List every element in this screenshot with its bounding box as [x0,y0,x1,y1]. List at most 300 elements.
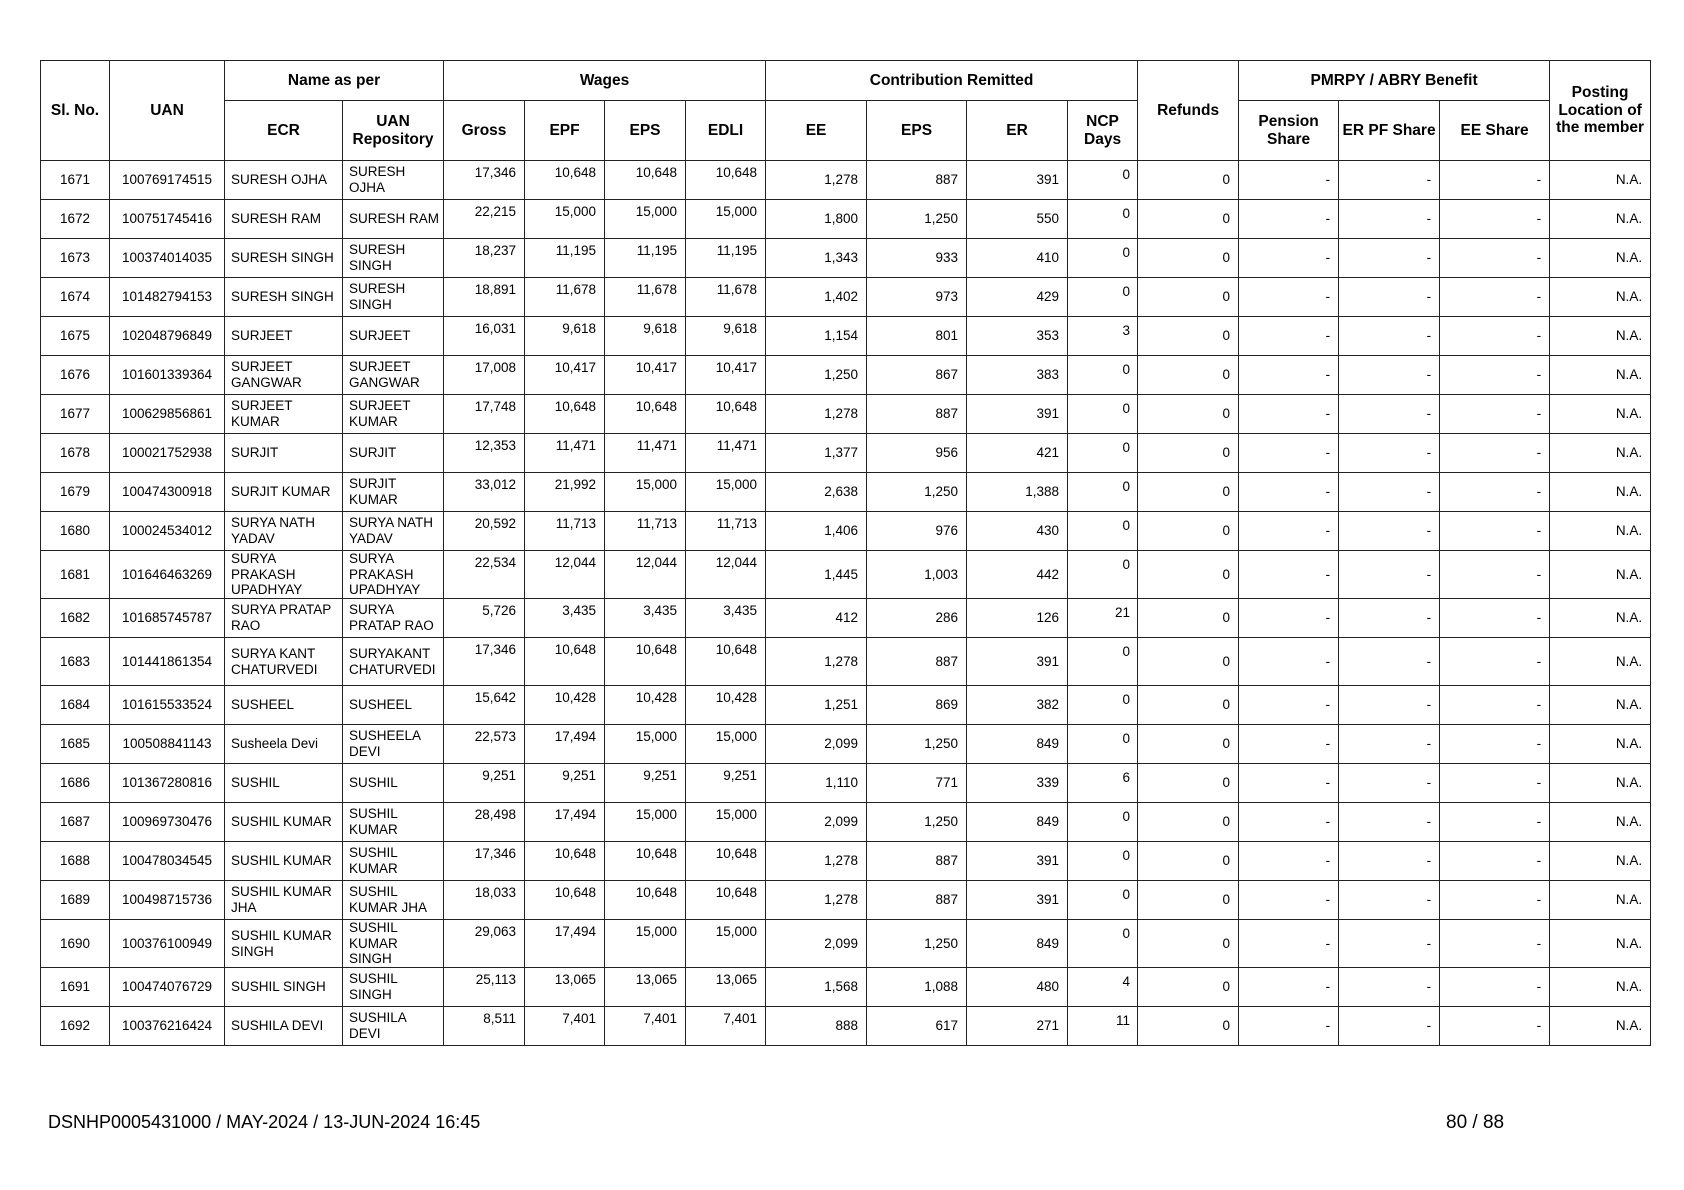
table-row [41,434,1651,473]
cell-eps-contribution: 1,088 [867,968,967,1007]
table-row [41,473,1651,512]
cell-pension-share: - [1239,842,1339,881]
cell-name-ecr: SURYA PRAKASH UPADHYAY [225,551,343,599]
cell-ee: 2,099 [766,803,867,842]
cell-gross: 28,498 [444,803,525,842]
table-row [41,803,1651,842]
cell-uan: 100629856861 [110,395,225,434]
cell-er-pf-share: - [1339,434,1440,473]
cell-ee: 2,638 [766,473,867,512]
cell-edli: 11,713 [686,512,766,551]
cell-name-ecr: SURYA KANT CHATURVEDI [225,638,343,686]
cell-sl-no: 1684 [41,686,110,725]
cell-posting-location: N.A. [1550,725,1651,764]
table-row [41,239,1651,278]
cell-er-pf-share: - [1339,686,1440,725]
cell-eps: 15,000 [605,803,686,842]
cell-ee-share: - [1440,842,1550,881]
cell-sl-no: 1673 [41,239,110,278]
cell-posting-location: N.A. [1550,764,1651,803]
cell-pension-share: - [1239,968,1339,1007]
cell-er-pf-share: - [1339,968,1440,1007]
cell-ncp-days: 0 [1068,638,1138,686]
cell-er-pf-share: - [1339,881,1440,920]
cell-eps: 10,417 [605,356,686,395]
cell-name-ecr: SUSHIL KUMAR [225,803,343,842]
cell-epf: 10,648 [525,638,605,686]
cell-epf: 17,494 [525,803,605,842]
cell-name-ecr: SUSHIL KUMAR JHA [225,881,343,920]
col-header-posting-location: Posting Location of the member [1550,61,1651,161]
cell-refunds: 0 [1138,317,1239,356]
cell-ee-share: - [1440,278,1550,317]
col-header-ncp-days: NCP Days [1068,101,1138,161]
table-row [41,686,1651,725]
col-header-eps-contribution: EPS [867,101,967,161]
table-row [41,1007,1651,1046]
cell-ncp-days: 0 [1068,239,1138,278]
cell-posting-location: N.A. [1550,434,1651,473]
cell-edli: 10,648 [686,881,766,920]
cell-refunds: 0 [1138,239,1239,278]
cell-ncp-days: 0 [1068,920,1138,968]
cell-er-pf-share: - [1339,1007,1440,1046]
cell-gross: 33,012 [444,473,525,512]
cell-edli: 10,648 [686,395,766,434]
cell-pension-share: - [1239,803,1339,842]
cell-gross: 15,642 [444,686,525,725]
cell-er-pf-share: - [1339,161,1440,200]
table-row [41,968,1651,1007]
cell-posting-location: N.A. [1550,512,1651,551]
cell-ee-share: - [1440,473,1550,512]
cell-name-ecr: SURESH SINGH [225,239,343,278]
cell-pension-share: - [1239,764,1339,803]
cell-pension-share: - [1239,317,1339,356]
cell-er: 339 [967,764,1068,803]
cell-eps-contribution: 973 [867,278,967,317]
cell-pension-share: - [1239,638,1339,686]
cell-er: 849 [967,725,1068,764]
cell-ncp-days: 0 [1068,356,1138,395]
cell-gross: 12,353 [444,434,525,473]
cell-name-ecr: SUSHILA DEVI [225,1007,343,1046]
cell-eps-contribution: 617 [867,1007,967,1046]
cell-ncp-days: 0 [1068,161,1138,200]
cell-pension-share: - [1239,512,1339,551]
cell-er-pf-share: - [1339,200,1440,239]
cell-er-pf-share: - [1339,239,1440,278]
cell-name-uan-repository: SURJEET GANGWAR [343,356,444,395]
cell-ncp-days: 4 [1068,968,1138,1007]
col-header-eps: EPS [605,101,686,161]
cell-eps: 15,000 [605,920,686,968]
col-header-edli: EDLI [686,101,766,161]
table-row [41,881,1651,920]
cell-edli: 11,471 [686,434,766,473]
cell-name-ecr: SURYA NATH YADAV [225,512,343,551]
cell-ee-share: - [1440,434,1550,473]
col-header-ee-share: EE Share [1440,101,1550,161]
cell-epf: 12,044 [525,551,605,599]
cell-name-ecr: SUSHIL SINGH [225,968,343,1007]
ecr-contribution-table [40,60,1651,1046]
cell-eps: 15,000 [605,473,686,512]
cell-gross: 16,031 [444,317,525,356]
cell-er-pf-share: - [1339,512,1440,551]
cell-sl-no: 1676 [41,356,110,395]
cell-uan: 101615533524 [110,686,225,725]
cell-ncp-days: 0 [1068,434,1138,473]
cell-name-uan-repository: SUSHIL KUMAR [343,842,444,881]
cell-ncp-days: 0 [1068,551,1138,599]
cell-eps: 10,648 [605,842,686,881]
cell-ee-share: - [1440,686,1550,725]
cell-epf: 10,648 [525,842,605,881]
cell-name-uan-repository: SURESH SINGH [343,278,444,317]
cell-refunds: 0 [1138,764,1239,803]
cell-eps-contribution: 286 [867,599,967,638]
cell-edli: 10,648 [686,842,766,881]
cell-epf: 10,648 [525,395,605,434]
cell-pension-share: - [1239,161,1339,200]
cell-er: 480 [967,968,1068,1007]
cell-pension-share: - [1239,356,1339,395]
cell-refunds: 0 [1138,725,1239,764]
cell-ee-share: - [1440,725,1550,764]
cell-epf: 11,678 [525,278,605,317]
cell-pension-share: - [1239,551,1339,599]
cell-refunds: 0 [1138,920,1239,968]
cell-eps-contribution: 887 [867,842,967,881]
cell-name-ecr: SURJEET GANGWAR [225,356,343,395]
cell-eps: 15,000 [605,725,686,764]
cell-pension-share: - [1239,239,1339,278]
cell-sl-no: 1675 [41,317,110,356]
cell-ee-share: - [1440,968,1550,1007]
cell-edli: 7,401 [686,1007,766,1046]
cell-epf: 9,618 [525,317,605,356]
cell-edli: 9,251 [686,764,766,803]
cell-gross: 20,592 [444,512,525,551]
cell-sl-no: 1688 [41,842,110,881]
group-header-wages: Wages [444,61,766,101]
cell-gross: 17,008 [444,356,525,395]
cell-er: 391 [967,881,1068,920]
cell-ee: 1,278 [766,161,867,200]
cell-name-ecr: SUSHEEL [225,686,343,725]
cell-ee: 1,406 [766,512,867,551]
cell-pension-share: - [1239,881,1339,920]
cell-ee-share: - [1440,200,1550,239]
table-row [41,638,1651,686]
cell-ncp-days: 0 [1068,686,1138,725]
cell-uan: 100478034545 [110,842,225,881]
cell-er-pf-share: - [1339,551,1440,599]
cell-refunds: 0 [1138,1007,1239,1046]
cell-edli: 15,000 [686,200,766,239]
cell-uan: 102048796849 [110,317,225,356]
cell-refunds: 0 [1138,842,1239,881]
cell-gross: 22,215 [444,200,525,239]
cell-refunds: 0 [1138,968,1239,1007]
cell-ee-share: - [1440,356,1550,395]
cell-uan: 100024534012 [110,512,225,551]
cell-uan: 100769174515 [110,161,225,200]
cell-refunds: 0 [1138,599,1239,638]
cell-edli: 15,000 [686,725,766,764]
cell-gross: 29,063 [444,920,525,968]
cell-ee: 1,800 [766,200,867,239]
cell-eps-contribution: 956 [867,434,967,473]
cell-sl-no: 1682 [41,599,110,638]
cell-gross: 17,346 [444,842,525,881]
cell-ee: 2,099 [766,920,867,968]
cell-refunds: 0 [1138,551,1239,599]
cell-name-uan-repository: SURJIT KUMAR [343,473,444,512]
cell-uan: 100969730476 [110,803,225,842]
cell-eps: 10,428 [605,686,686,725]
table-row [41,200,1651,239]
cell-gross: 18,033 [444,881,525,920]
cell-uan: 101441861354 [110,638,225,686]
col-header-epf: EPF [525,101,605,161]
cell-refunds: 0 [1138,434,1239,473]
cell-refunds: 0 [1138,473,1239,512]
cell-name-uan-repository: SUSHIL KUMAR SINGH [343,920,444,968]
group-header-name-as-per: Name as per [225,61,444,101]
cell-sl-no: 1674 [41,278,110,317]
cell-ee-share: - [1440,920,1550,968]
cell-refunds: 0 [1138,200,1239,239]
cell-eps-contribution: 887 [867,395,967,434]
cell-gross: 17,748 [444,395,525,434]
cell-uan: 100021752938 [110,434,225,473]
cell-er-pf-share: - [1339,599,1440,638]
cell-er: 391 [967,395,1068,434]
cell-ncp-days: 0 [1068,842,1138,881]
cell-edli: 9,618 [686,317,766,356]
cell-sl-no: 1671 [41,161,110,200]
cell-epf: 10,648 [525,881,605,920]
cell-eps-contribution: 1,003 [867,551,967,599]
cell-eps-contribution: 976 [867,512,967,551]
cell-edli: 10,417 [686,356,766,395]
cell-eps-contribution: 1,250 [867,473,967,512]
cell-name-uan-repository: SURYA PRAKASH UPADHYAY [343,551,444,599]
cell-refunds: 0 [1138,686,1239,725]
cell-posting-location: N.A. [1550,599,1651,638]
cell-eps: 11,471 [605,434,686,473]
cell-eps-contribution: 1,250 [867,803,967,842]
cell-ncp-days: 11 [1068,1007,1138,1046]
cell-ee-share: - [1440,638,1550,686]
cell-eps: 13,065 [605,968,686,1007]
table-row [41,725,1651,764]
cell-eps-contribution: 801 [867,317,967,356]
cell-epf: 13,065 [525,968,605,1007]
cell-sl-no: 1679 [41,473,110,512]
cell-er: 421 [967,434,1068,473]
cell-ncp-days: 0 [1068,278,1138,317]
cell-refunds: 0 [1138,395,1239,434]
table-row [41,920,1651,968]
cell-edli: 11,678 [686,278,766,317]
cell-refunds: 0 [1138,356,1239,395]
cell-pension-share: - [1239,395,1339,434]
cell-ee: 1,250 [766,356,867,395]
cell-posting-location: N.A. [1550,1007,1651,1046]
cell-name-ecr: SUSHIL KUMAR SINGH [225,920,343,968]
cell-er: 1,388 [967,473,1068,512]
cell-ee: 412 [766,599,867,638]
cell-sl-no: 1677 [41,395,110,434]
cell-sl-no: 1686 [41,764,110,803]
cell-ncp-days: 0 [1068,473,1138,512]
cell-name-uan-repository: SUSHEELA DEVI [343,725,444,764]
cell-ee: 1,278 [766,881,867,920]
cell-refunds: 0 [1138,803,1239,842]
cell-posting-location: N.A. [1550,317,1651,356]
cell-epf: 17,494 [525,920,605,968]
cell-sl-no: 1672 [41,200,110,239]
cell-uan: 100376216424 [110,1007,225,1046]
cell-name-uan-repository: SURJEET [343,317,444,356]
cell-pension-share: - [1239,1007,1339,1046]
table-row [41,842,1651,881]
cell-uan: 100374014035 [110,239,225,278]
cell-epf: 15,000 [525,200,605,239]
cell-ncp-days: 0 [1068,395,1138,434]
table-row [41,551,1651,599]
cell-uan: 101482794153 [110,278,225,317]
cell-ee-share: - [1440,803,1550,842]
cell-er: 382 [967,686,1068,725]
cell-posting-location: N.A. [1550,278,1651,317]
cell-ncp-days: 0 [1068,725,1138,764]
cell-gross: 9,251 [444,764,525,803]
cell-sl-no: 1683 [41,638,110,686]
page-number: 80 / 88 [1446,1112,1505,1133]
cell-uan: 100474300918 [110,473,225,512]
cell-ee: 1,154 [766,317,867,356]
cell-sl-no: 1680 [41,512,110,551]
table-row [41,764,1651,803]
cell-eps: 7,401 [605,1007,686,1046]
cell-epf: 17,494 [525,725,605,764]
cell-name-uan-repository: SUSHILA DEVI [343,1007,444,1046]
cell-eps-contribution: 1,250 [867,725,967,764]
cell-gross: 8,511 [444,1007,525,1046]
cell-pension-share: - [1239,599,1339,638]
cell-gross: 22,573 [444,725,525,764]
cell-uan: 101367280816 [110,764,225,803]
cell-er-pf-share: - [1339,725,1440,764]
cell-ee: 1,278 [766,842,867,881]
cell-posting-location: N.A. [1550,395,1651,434]
cell-gross: 18,891 [444,278,525,317]
cell-name-ecr: SURESH OJHA [225,161,343,200]
cell-edli: 15,000 [686,473,766,512]
cell-er: 391 [967,161,1068,200]
cell-edli: 3,435 [686,599,766,638]
cell-er: 383 [967,356,1068,395]
cell-ee: 888 [766,1007,867,1046]
cell-pension-share: - [1239,200,1339,239]
cell-er-pf-share: - [1339,278,1440,317]
cell-ee-share: - [1440,881,1550,920]
col-header-ecr: ECR [225,101,343,161]
cell-er-pf-share: - [1339,803,1440,842]
cell-refunds: 0 [1138,638,1239,686]
col-header-uan: UAN [110,61,225,161]
cell-name-ecr: SUSHIL [225,764,343,803]
cell-refunds: 0 [1138,161,1239,200]
cell-posting-location: N.A. [1550,356,1651,395]
cell-eps-contribution: 887 [867,638,967,686]
cell-eps: 11,678 [605,278,686,317]
cell-ee: 1,278 [766,638,867,686]
cell-uan: 101646463269 [110,551,225,599]
table-header [41,61,1651,161]
cell-pension-share: - [1239,473,1339,512]
cell-er-pf-share: - [1339,395,1440,434]
col-header-ee: EE [766,101,867,161]
col-header-refunds: Refunds [1138,61,1239,161]
cell-name-ecr: SURJIT KUMAR [225,473,343,512]
cell-er: 429 [967,278,1068,317]
cell-uan: 100751745416 [110,200,225,239]
cell-ee: 1,568 [766,968,867,1007]
cell-sl-no: 1690 [41,920,110,968]
cell-posting-location: N.A. [1550,239,1651,278]
cell-gross: 5,726 [444,599,525,638]
cell-name-uan-repository: SUSHEEL [343,686,444,725]
cell-name-uan-repository: SURYAKANT CHATURVEDI [343,638,444,686]
cell-sl-no: 1678 [41,434,110,473]
col-header-sl-no: Sl. No. [41,61,110,161]
cell-epf: 21,992 [525,473,605,512]
cell-ncp-days: 21 [1068,599,1138,638]
cell-name-ecr: Susheela Devi [225,725,343,764]
cell-ee: 1,251 [766,686,867,725]
cell-ee-share: - [1440,551,1550,599]
cell-eps-contribution: 887 [867,881,967,920]
cell-name-uan-repository: SUSHIL KUMAR JHA [343,881,444,920]
cell-refunds: 0 [1138,881,1239,920]
cell-edli: 11,195 [686,239,766,278]
cell-er: 126 [967,599,1068,638]
cell-refunds: 0 [1138,278,1239,317]
cell-sl-no: 1691 [41,968,110,1007]
cell-name-ecr: SURJIT [225,434,343,473]
cell-er-pf-share: - [1339,764,1440,803]
cell-ee-share: - [1440,512,1550,551]
table-body [41,161,1651,1046]
cell-epf: 10,648 [525,161,605,200]
cell-ee-share: - [1440,599,1550,638]
cell-er: 442 [967,551,1068,599]
cell-eps: 10,648 [605,881,686,920]
group-header-contribution-remitted: Contribution Remitted [766,61,1138,101]
cell-ncp-days: 0 [1068,803,1138,842]
cell-epf: 11,471 [525,434,605,473]
cell-eps: 10,648 [605,395,686,434]
cell-er-pf-share: - [1339,638,1440,686]
cell-er: 410 [967,239,1068,278]
cell-uan: 100376100949 [110,920,225,968]
cell-er: 430 [967,512,1068,551]
